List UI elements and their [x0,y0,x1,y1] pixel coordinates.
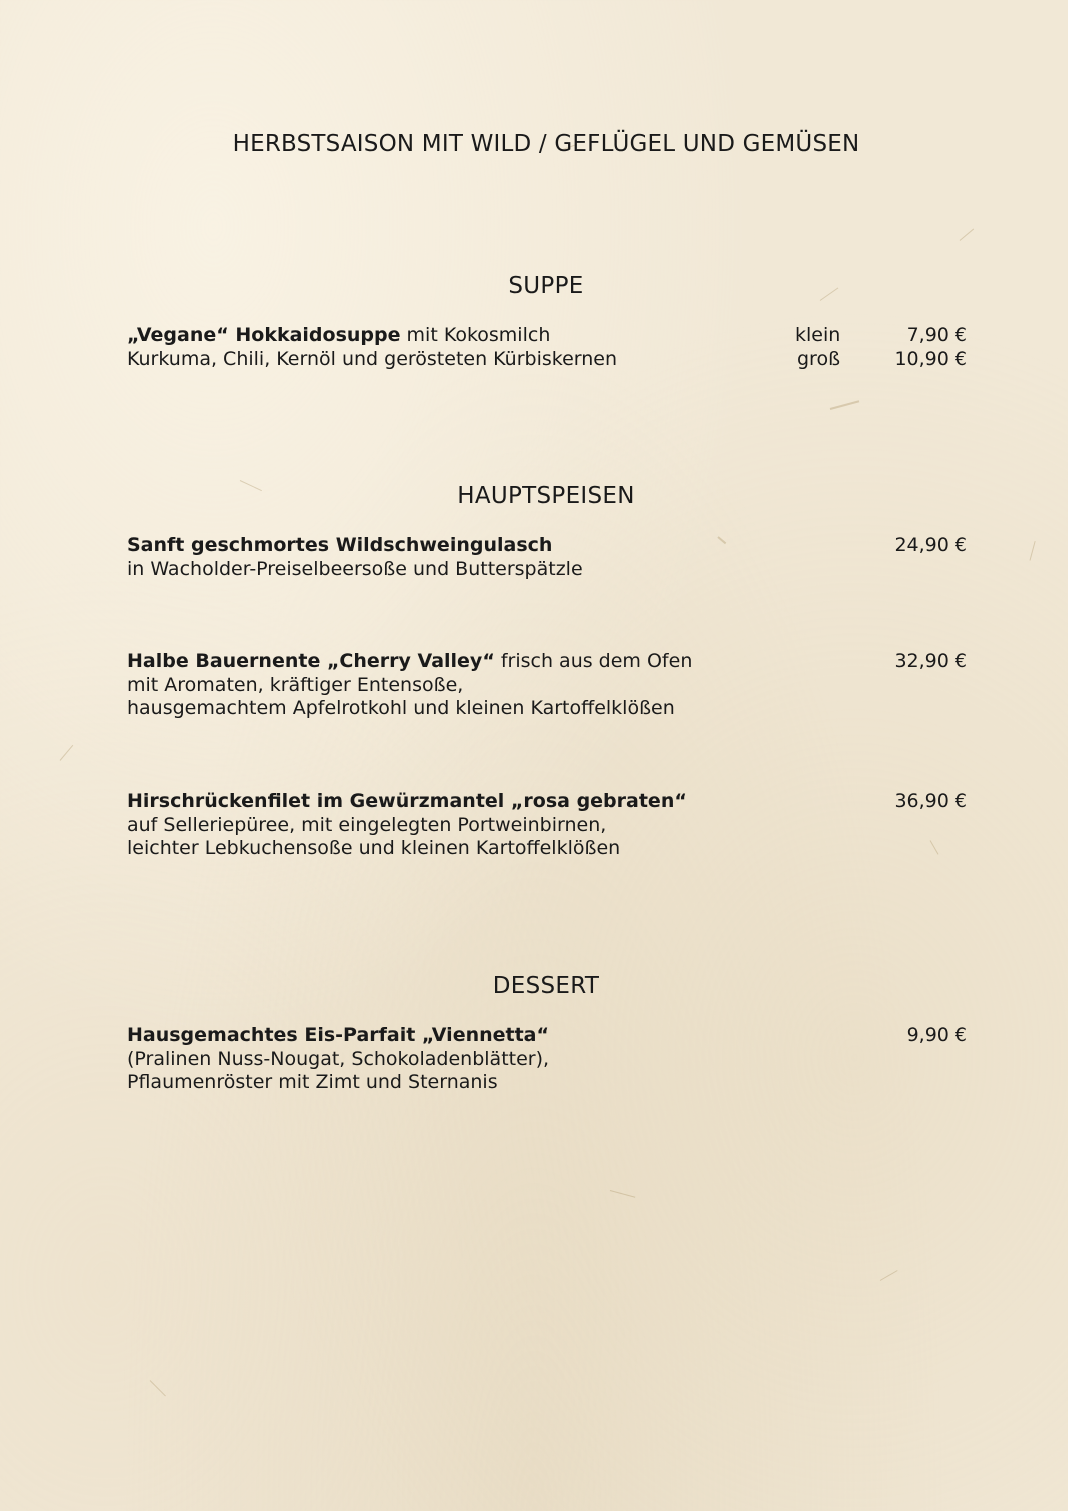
item-name: Hirschrückenfilet im Gewürzmantel „rosa gebraten“ [127,790,687,812]
item-price: 24,90 € [894,534,967,556]
item-name-line [127,1024,967,1048]
menu-item-hokkaidosuppe [127,324,967,371]
item-name: Halbe Bauernente „Cherry Valley“ [127,650,495,672]
item-name: Hausgemachtes Eis-Parfait „Viennetta“ [127,1024,549,1046]
section-heading-suppe: SUPPE [508,273,584,299]
menu-item-eis-parfait [127,1024,967,1095]
paper-fiber [830,400,859,410]
item-description: leichter Lebkuchensoße und kleinen Kartoffelklößen [127,837,621,859]
item-name-line [127,534,967,558]
menu-item-wildschweingulasch [127,534,967,581]
item-description: Kurkuma, Chili, Kernöl und gerösteten Kürbiskernen [127,347,618,370]
paper-fiber [960,229,974,241]
item-name-line [127,650,967,674]
item-price: 32,90 € [894,650,967,672]
paper-fiber [880,1270,898,1281]
item-description: (Pralinen Nuss-Nougat, Schokoladenblätter), [127,1047,550,1070]
section-heading-dessert: DESSERT [492,973,600,999]
item-name: „Vegane“ Hokkaidosuppe [127,324,401,346]
page-title: HERBSTSAISON MIT WILD / GEFLÜGEL UND GEMÜSEN [232,131,860,157]
item-description: in Wacholder-Preiselbeersoße und Butterspätzle [127,557,583,580]
menu-item-hirschrueckenfilet [127,790,967,861]
price-small: 7,90 € [906,324,967,346]
item-description: auf Selleriepüree, mit eingelegten Portweinbirnen, [127,813,607,836]
size-label-large: groß [797,347,841,370]
paper-fiber [610,1190,635,1198]
item-price: 36,90 € [894,790,967,812]
menu-item-bauernente [127,650,967,721]
size-column [795,324,840,371]
item-name-line [127,324,967,348]
paper-fiber [60,745,74,761]
price-large: 10,90 € [894,347,967,370]
item-description: Pflaumenröster mit Zimt und Sternanis [127,1071,498,1093]
paper-fiber [1030,541,1036,561]
item-price: 9,90 € [906,1024,967,1046]
item-name: Sanft geschmortes Wildschweingulasch [127,534,553,556]
item-description: hausgemachtem Apfelrotkohl und kleinen Kartoffelklößen [127,697,675,719]
price-column [894,324,967,371]
item-description: mit Aromaten, kräftiger Entensoße, [127,673,464,696]
item-name-suffix: mit Kokosmilch [400,324,551,346]
size-label-small: klein [795,324,841,346]
section-heading-hauptspeisen: HAUPTSPEISEN [457,483,635,509]
paper-fiber [150,1380,166,1396]
item-name-line [127,790,967,814]
item-name-suffix: frisch aus dem Ofen [494,650,693,672]
